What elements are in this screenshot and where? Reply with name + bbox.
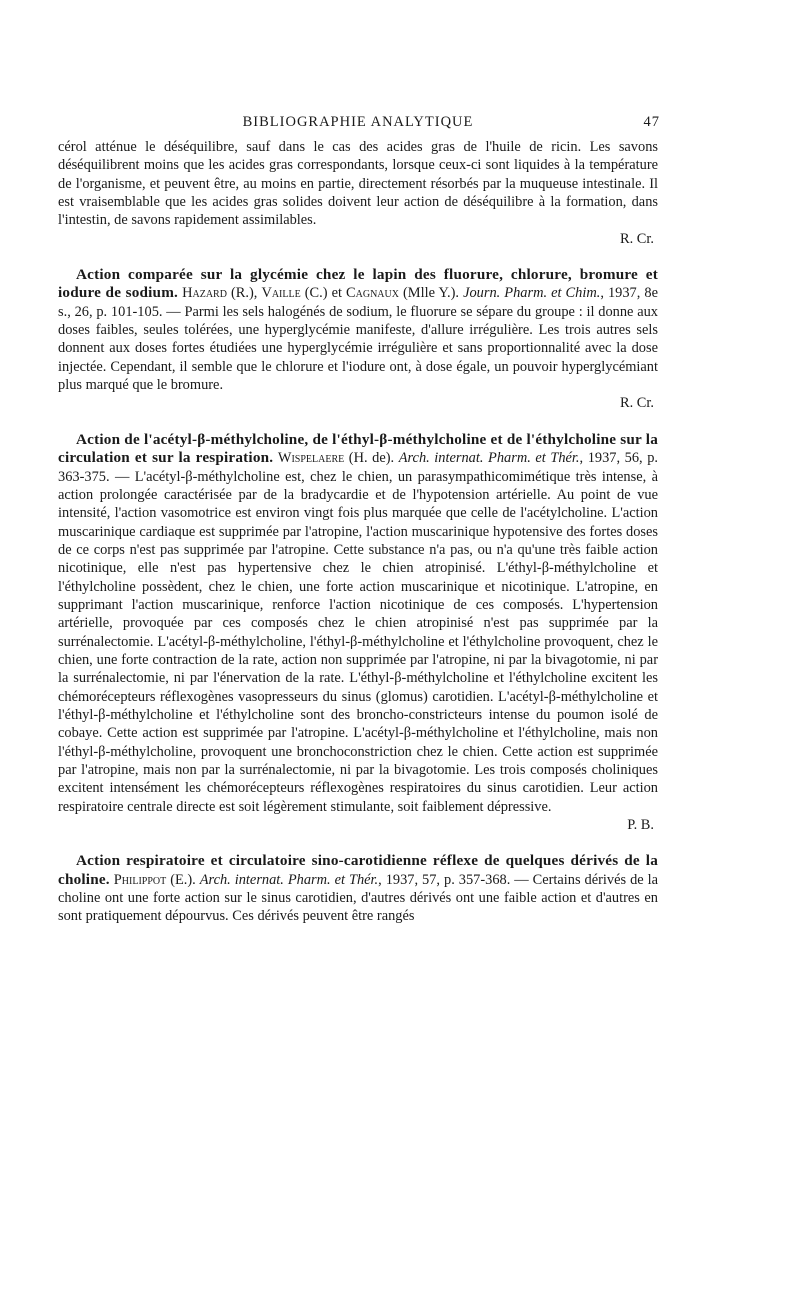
entry-1-reference: , 1937, 8e s., 26, p. 101-105. — (58, 285, 658, 320)
running-header (58, 112, 658, 138)
entry-1-author-2: Vaille (261, 285, 301, 302)
entry-2-reference: , 1937, 56, p. 363-375. — (58, 450, 658, 485)
page (58, 112, 658, 926)
entry-3-author-1: Philippot (113, 871, 167, 888)
running-title: BIBLIOGRAPHIE ANALYTIQUE (242, 114, 474, 130)
entry-3-title: Action respiratoire et circulatoire sino-carotidienne réflexe de quelques dérivés de la choline. (58, 852, 658, 888)
entry-1-title: Action comparée sur la glycémie chez le lapin des fluorure, chlorure, bromure et iodure de sodium. (58, 266, 658, 302)
entry-3-reference: , 1937, 57, p. 357-368. — (378, 871, 533, 888)
entry-2-journal: Arch. internat. Pharm. et Thér. (398, 450, 580, 467)
entry-1 (58, 266, 658, 394)
entry-3-author-1-initials: (E.). (166, 871, 200, 888)
entry-3 (58, 852, 658, 925)
entry-2 (58, 431, 658, 816)
entry-3-journal: Arch. internat. Pharm. et Thér. (199, 871, 379, 888)
entry-1-journal: Journ. Pharm. et Chim. (463, 285, 601, 302)
entry-3-body: Certains dérivés de la choline ont une forte action sur le sinus carotidien, d'autres dérivés ont une faible action et d'autres en sont pratiquement dépourvus. Ces dérivés peuvent être rangés (58, 871, 659, 925)
entry-2-signature: P. B. (627, 817, 654, 834)
entry-1-author-1-initials: (R.), (226, 285, 262, 302)
entry-1-author-3: Cagnaux (346, 285, 399, 302)
entry-2-title: Action de l'acétyl-β-méthylcholine, de l'éthyl-β-méthylcholine et de l'éthylcholine sur la circulation et sur la respiration. (58, 430, 658, 467)
entry-1-body: Parmi les sels halogénés de sodium, le fluorure se sépare du groupe : il donne aux doses faibles, seules tolérées, une hyperglycémie manifeste, d'allure irrégulière. Les trois autres sels donnent aux doses fortes étudiées une hyperglycémie irrégulière et sans proportionnalité avec la dose injectée. Cependant, il semble que le chlorure et l'iodure ont, à dose égale, un pouvoir hyperglycémiant plus marqué que le bromure. (58, 303, 658, 394)
intro-paragraph: cérol atténue le déséquilibre, sauf dans le cas des acides gras de l'huile de ricin. Les savons déséquilibrent moins que les acides gras correspondants, lorsque ceux-ci sont liquides à la température de l'organisme, et peuvent être, au moins en partie, directement résorbés par la muqueuse intestinale. Il est vraisemblable que les acides gras solides doivent leur action de déséquilibre à la formation, dans l'intestin, de savons rapidement assimilables. (58, 139, 658, 229)
entry-1-author-3-initials: (Mlle Y.). (398, 285, 464, 302)
entry-2-author-1: Wispelaere (277, 450, 345, 467)
entry-1-author-1: Hazard (182, 285, 227, 302)
entry-1-author-2-initials: (C.) et (300, 285, 347, 302)
page-number: 47 (643, 114, 660, 130)
entry-2-body: L'acétyl-β-méthylcholine est, chez le chien, un parasympathicomimétique très intense, à action prolongée caractérisée par de la bradycardie et de l'hypotension artérielle. Au point de vue intensité, l'action vasomotrice est environ vingt fois plus marquée que celle de l'acétylcholine. L'action muscarinique cardiaque est supprimée par l'atropine, l'action muscarinique hypotensive des fortes doses de ce corps n'est pas supprimée par l'atropine. Cette substance n'a pas, ou n'a qu'une très faible action nicotinique, elle n'est pas hypertensive chez le chien atropinisé. L'éthyl-β-méthylcholine et l'éthylcholine possèdent, chez le chien, une forte action muscarinique et nicotinique. L'atropine, en supprimant l'action muscarinique, renforce l'action nicotinique de ces composés. L'hypertension artérielle, provoquée par ces composés chez le chien atropinisé n'est pas supprimée par la surrénalectomie. L'acétyl-β-méthylcholine, l'éthyl-β-méthylcholine et l'éthylcholine provoquent, chez le chien, une forte contraction de la rate, action non supprimée par l'atropine, ni par la bivagotomie, ni par la surrénalectomie, ni par l'énervation de la rate. L'éthyl-β-méthylcholine et l'éthylcholine excitent les chémorécepteurs réflexogènes vasopresseurs du sinus (glomus) carotidien. L'acétyl-β-méthylcholine et l'éthyl-β-méthylcholine et l'éthylcholine sont des broncho-constricteurs intense du poumon isolé de cobaye. Cette action est supprimée par l'atropine. L'acétyl-β-méthylcholine et l'éthylcholine, mais non l'éthyl-β-méthylcholine, provoquent une bronchoconstriction chez le chien. Cette action est supprimée par l'atropine, mais non par la surrénalectomie, ni par la bivagotomie. Les trois composés choliniques excitent intensément les chémorécepteurs réflexogènes respiratoires du sinus carotidien. Leur action respiratoire centrale directe est soit légèrement stimulante, soit faiblement dépressive. (58, 468, 658, 815)
entry-1-signature: R. Cr. (620, 395, 654, 412)
intro-signature: R. Cr. (620, 230, 654, 247)
entry-2-author-1-initials: (H. de). (344, 450, 399, 467)
